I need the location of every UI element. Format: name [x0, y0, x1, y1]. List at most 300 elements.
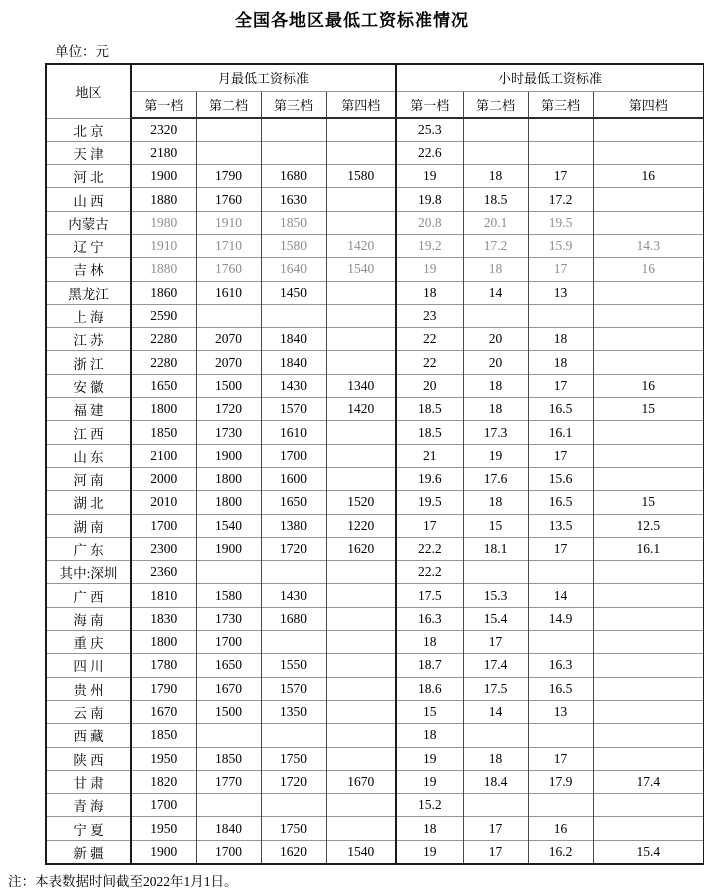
monthly-tier3-cell: 1840 — [261, 351, 326, 374]
hourly-tier4-cell: 16 — [593, 258, 704, 281]
hourly-tier4-cell: 16.1 — [593, 537, 704, 560]
table-row — [46, 328, 704, 351]
hourly-tier3-cell — [528, 724, 593, 747]
region-cell: 福 建 — [46, 398, 131, 421]
monthly-tier3-cell: 1430 — [261, 374, 326, 397]
hourly-tier1-cell: 19 — [396, 165, 463, 188]
hourly-tier3-cell: 17 — [528, 258, 593, 281]
hourly-tier4-cell — [593, 561, 704, 584]
monthly-tier4-cell — [326, 141, 396, 164]
region-cell: 山 西 — [46, 188, 131, 211]
monthly-tier1-cell: 2360 — [131, 561, 196, 584]
header-tier-row — [46, 91, 704, 118]
table-row — [46, 421, 704, 444]
monthly-tier2-cell: 1580 — [196, 584, 261, 607]
hourly-tier3-cell: 16 — [528, 817, 593, 840]
region-cell: 黑龙江 — [46, 281, 131, 304]
hourly-tier2-cell: 20 — [463, 328, 528, 351]
unit-label: 单位：元 — [55, 44, 109, 59]
region-cell: 云 南 — [46, 700, 131, 723]
hourly-tier4-cell — [593, 467, 704, 490]
table-row — [46, 561, 704, 584]
hourly-tier4-cell — [593, 141, 704, 164]
monthly-tier2-cell: 1840 — [196, 817, 261, 840]
table-row — [46, 281, 704, 304]
hourly-tier2-cell: 17.4 — [463, 654, 528, 677]
hourly-tier2-cell — [463, 794, 528, 817]
monthly-tier3-cell: 1700 — [261, 444, 326, 467]
hourly-tier1-cell: 18.7 — [396, 654, 463, 677]
table-row — [46, 817, 704, 840]
hourly-tier4-cell: 16 — [593, 374, 704, 397]
hourly-tier1-cell: 19 — [396, 770, 463, 793]
monthly-tier3-cell: 1350 — [261, 700, 326, 723]
monthly-tier1-cell: 1700 — [131, 794, 196, 817]
monthly-tier4-cell: 1540 — [326, 840, 396, 863]
monthly-tier4-cell — [326, 351, 396, 374]
hourly-tier2-cell — [463, 141, 528, 164]
hourly-tier3-cell: 17 — [528, 747, 593, 770]
hourly-tier4-cell — [593, 677, 704, 700]
hourly-tier4-cell — [593, 654, 704, 677]
hourly-tier4-cell: 15 — [593, 398, 704, 421]
table-row — [46, 840, 704, 863]
hourly-tier3-cell: 16.5 — [528, 398, 593, 421]
hourly-tier2-cell: 15.3 — [463, 584, 528, 607]
table-row — [46, 141, 704, 164]
monthly-tier4-cell — [326, 118, 396, 141]
hourly-tier3-cell — [528, 141, 593, 164]
table-row — [46, 304, 704, 327]
hourly-tier4-cell — [593, 747, 704, 770]
monthly-tier2-cell: 1500 — [196, 700, 261, 723]
table-row — [46, 234, 704, 257]
table-row — [46, 188, 704, 211]
region-cell: 山 东 — [46, 444, 131, 467]
monthly-tier3-cell: 1650 — [261, 491, 326, 514]
hourly-tier4-cell: 12.5 — [593, 514, 704, 537]
monthly-tier4-cell — [326, 724, 396, 747]
hourly-tier2-cell: 18.4 — [463, 770, 528, 793]
hourly-tier4-cell — [593, 817, 704, 840]
monthly-tier3-cell: 1720 — [261, 537, 326, 560]
monthly-tier3-cell — [261, 724, 326, 747]
monthly-tier2-cell: 1900 — [196, 537, 261, 560]
table-row — [46, 747, 704, 770]
monthly-tier4-cell — [326, 654, 396, 677]
monthly-tier2-cell: 1500 — [196, 374, 261, 397]
region-cell: 江 西 — [46, 421, 131, 444]
hourly-tier3-cell: 13.5 — [528, 514, 593, 537]
hourly-tier2-cell — [463, 561, 528, 584]
monthly-tier3-cell — [261, 304, 326, 327]
hourly-tier3-cell: 17.9 — [528, 770, 593, 793]
monthly-tier4-cell — [326, 747, 396, 770]
hourly-tier3-cell: 17 — [528, 374, 593, 397]
region-cell: 陕 西 — [46, 747, 131, 770]
region-cell: 北 京 — [46, 118, 131, 141]
monthly-tier2-cell — [196, 118, 261, 141]
tier-header-monthly-4: 第四档 — [326, 91, 396, 118]
monthly-tier3-cell — [261, 118, 326, 141]
monthly-tier2-cell: 1700 — [196, 840, 261, 863]
hourly-tier4-cell — [593, 118, 704, 141]
monthly-tier2-cell: 2070 — [196, 351, 261, 374]
region-cell: 天 津 — [46, 141, 131, 164]
monthly-tier1-cell: 2180 — [131, 141, 196, 164]
hourly-tier2-cell: 19 — [463, 444, 528, 467]
monthly-tier1-cell: 2010 — [131, 491, 196, 514]
hourly-tier4-cell — [593, 444, 704, 467]
monthly-tier1-cell: 2320 — [131, 118, 196, 141]
monthly-tier1-cell: 1950 — [131, 817, 196, 840]
hourly-tier3-cell: 15.6 — [528, 467, 593, 490]
monthly-tier4-cell — [326, 631, 396, 654]
hourly-tier4-cell — [593, 351, 704, 374]
region-cell: 广 西 — [46, 584, 131, 607]
hourly-tier4-cell — [593, 724, 704, 747]
hourly-tier4-cell — [593, 188, 704, 211]
tier-header-monthly-1: 第一档 — [131, 91, 196, 118]
monthly-tier3-cell: 1750 — [261, 817, 326, 840]
table-row — [46, 211, 704, 234]
monthly-tier1-cell: 2000 — [131, 467, 196, 490]
minimum-wage-table — [45, 63, 704, 865]
monthly-tier4-cell — [326, 211, 396, 234]
region-cell: 西 藏 — [46, 724, 131, 747]
hourly-tier1-cell: 19 — [396, 747, 463, 770]
monthly-tier3-cell: 1840 — [261, 328, 326, 351]
monthly-tier4-cell — [326, 467, 396, 490]
monthly-tier1-cell: 2280 — [131, 328, 196, 351]
table-row — [46, 374, 704, 397]
monthly-tier2-cell: 1850 — [196, 747, 261, 770]
hourly-tier2-cell: 17.5 — [463, 677, 528, 700]
table-row — [46, 467, 704, 490]
hourly-tier2-cell — [463, 118, 528, 141]
monthly-tier2-cell: 1710 — [196, 234, 261, 257]
region-cell: 河 南 — [46, 467, 131, 490]
monthly-tier2-cell: 2070 — [196, 328, 261, 351]
monthly-tier3-cell: 1630 — [261, 188, 326, 211]
hourly-tier3-cell: 14 — [528, 584, 593, 607]
monthly-tier2-cell — [196, 304, 261, 327]
hourly-tier4-cell — [593, 281, 704, 304]
hourly-tier4-cell: 14.3 — [593, 234, 704, 257]
table-row — [46, 700, 704, 723]
hourly-tier2-cell: 18 — [463, 747, 528, 770]
hourly-tier4-cell: 15.4 — [593, 840, 704, 863]
hourly-tier3-cell: 14.9 — [528, 607, 593, 630]
monthly-tier1-cell: 2590 — [131, 304, 196, 327]
hourly-tier4-cell — [593, 584, 704, 607]
hourly-tier1-cell: 19.8 — [396, 188, 463, 211]
monthly-tier4-cell — [326, 677, 396, 700]
monthly-tier1-cell: 1790 — [131, 677, 196, 700]
monthly-tier1-cell: 1910 — [131, 234, 196, 257]
table-row — [46, 770, 704, 793]
monthly-tier4-cell — [326, 817, 396, 840]
region-cell: 湖 南 — [46, 514, 131, 537]
monthly-tier4-cell — [326, 281, 396, 304]
col-header-region: 地区 — [46, 64, 131, 118]
hourly-tier1-cell: 22.2 — [396, 537, 463, 560]
tier-header-monthly-3: 第三档 — [261, 91, 326, 118]
monthly-tier2-cell: 1700 — [196, 631, 261, 654]
monthly-tier3-cell — [261, 794, 326, 817]
hourly-tier2-cell: 18 — [463, 258, 528, 281]
hourly-tier3-cell — [528, 794, 593, 817]
hourly-tier1-cell: 19.5 — [396, 491, 463, 514]
region-cell: 内蒙古 — [46, 211, 131, 234]
hourly-tier4-cell — [593, 631, 704, 654]
monthly-tier4-cell — [326, 328, 396, 351]
hourly-tier1-cell: 22 — [396, 351, 463, 374]
hourly-tier3-cell: 15.9 — [528, 234, 593, 257]
table-row — [46, 724, 704, 747]
table-row — [46, 444, 704, 467]
hourly-tier4-cell — [593, 700, 704, 723]
region-cell: 河 北 — [46, 165, 131, 188]
monthly-tier2-cell: 1760 — [196, 258, 261, 281]
monthly-tier2-cell: 1670 — [196, 677, 261, 700]
hourly-tier1-cell: 23 — [396, 304, 463, 327]
tier-header-hourly-3: 第三档 — [528, 91, 593, 118]
hourly-tier1-cell: 19 — [396, 258, 463, 281]
monthly-tier2-cell: 1800 — [196, 467, 261, 490]
region-cell: 江 苏 — [46, 328, 131, 351]
hourly-tier1-cell: 16.3 — [396, 607, 463, 630]
monthly-tier1-cell: 2280 — [131, 351, 196, 374]
monthly-tier1-cell: 1900 — [131, 840, 196, 863]
hourly-tier1-cell: 19.6 — [396, 467, 463, 490]
hourly-tier1-cell: 19.2 — [396, 234, 463, 257]
hourly-tier2-cell: 18 — [463, 491, 528, 514]
hourly-tier3-cell: 16.5 — [528, 491, 593, 514]
hourly-tier2-cell: 18 — [463, 165, 528, 188]
monthly-tier1-cell: 2300 — [131, 537, 196, 560]
region-cell: 浙 江 — [46, 351, 131, 374]
hourly-tier3-cell: 13 — [528, 281, 593, 304]
hourly-tier4-cell — [593, 211, 704, 234]
table-row — [46, 537, 704, 560]
monthly-tier3-cell: 1750 — [261, 747, 326, 770]
table-row — [46, 258, 704, 281]
footnote: 注：本表数据时间截至2022年1月1日。 — [8, 873, 238, 889]
hourly-tier2-cell: 17 — [463, 840, 528, 863]
monthly-tier4-cell: 1620 — [326, 537, 396, 560]
hourly-tier2-cell: 15.4 — [463, 607, 528, 630]
table-row — [46, 514, 704, 537]
monthly-tier2-cell: 1650 — [196, 654, 261, 677]
monthly-tier4-cell — [326, 700, 396, 723]
monthly-tier4-cell: 1220 — [326, 514, 396, 537]
hourly-tier3-cell: 16.3 — [528, 654, 593, 677]
monthly-tier4-cell: 1540 — [326, 258, 396, 281]
monthly-tier3-cell — [261, 561, 326, 584]
monthly-tier3-cell: 1720 — [261, 770, 326, 793]
hourly-tier1-cell: 18.5 — [396, 398, 463, 421]
tier-header-monthly-2: 第二档 — [196, 91, 261, 118]
region-cell: 吉 林 — [46, 258, 131, 281]
monthly-tier4-cell: 1580 — [326, 165, 396, 188]
monthly-tier3-cell: 1580 — [261, 234, 326, 257]
hourly-tier2-cell: 15 — [463, 514, 528, 537]
monthly-tier2-cell: 1720 — [196, 398, 261, 421]
tier-header-hourly-2: 第二档 — [463, 91, 528, 118]
monthly-tier3-cell: 1570 — [261, 398, 326, 421]
hourly-tier1-cell: 25.3 — [396, 118, 463, 141]
hourly-tier2-cell: 14 — [463, 281, 528, 304]
monthly-tier2-cell: 1730 — [196, 607, 261, 630]
monthly-tier3-cell: 1550 — [261, 654, 326, 677]
table-row — [46, 607, 704, 630]
hourly-tier2-cell: 14 — [463, 700, 528, 723]
monthly-tier4-cell — [326, 561, 396, 584]
table-row — [46, 631, 704, 654]
monthly-tier4-cell: 1420 — [326, 234, 396, 257]
hourly-tier3-cell: 17 — [528, 444, 593, 467]
hourly-tier1-cell: 22 — [396, 328, 463, 351]
monthly-tier2-cell — [196, 724, 261, 747]
hourly-tier1-cell: 22.6 — [396, 141, 463, 164]
monthly-tier4-cell — [326, 304, 396, 327]
monthly-tier3-cell: 1680 — [261, 165, 326, 188]
monthly-tier1-cell: 1900 — [131, 165, 196, 188]
monthly-tier4-cell: 1340 — [326, 374, 396, 397]
monthly-tier1-cell: 1800 — [131, 398, 196, 421]
hourly-tier4-cell — [593, 421, 704, 444]
hourly-tier2-cell: 17.2 — [463, 234, 528, 257]
monthly-tier3-cell: 1640 — [261, 258, 326, 281]
hourly-tier1-cell: 20 — [396, 374, 463, 397]
monthly-tier2-cell: 1770 — [196, 770, 261, 793]
hourly-tier4-cell — [593, 304, 704, 327]
table-row — [46, 794, 704, 817]
col-header-hourly: 小时最低工资标准 — [396, 64, 704, 91]
hourly-tier1-cell: 18 — [396, 724, 463, 747]
monthly-tier4-cell: 1520 — [326, 491, 396, 514]
monthly-tier2-cell: 1610 — [196, 281, 261, 304]
monthly-tier4-cell: 1670 — [326, 770, 396, 793]
col-header-monthly: 月最低工资标准 — [131, 64, 396, 91]
monthly-tier1-cell: 2100 — [131, 444, 196, 467]
hourly-tier3-cell: 17 — [528, 537, 593, 560]
hourly-tier2-cell: 18 — [463, 398, 528, 421]
hourly-tier1-cell: 18.5 — [396, 421, 463, 444]
monthly-tier4-cell: 1420 — [326, 398, 396, 421]
monthly-tier3-cell: 1430 — [261, 584, 326, 607]
monthly-tier3-cell: 1680 — [261, 607, 326, 630]
region-cell: 贵 州 — [46, 677, 131, 700]
monthly-tier1-cell: 1780 — [131, 654, 196, 677]
hourly-tier3-cell: 16.1 — [528, 421, 593, 444]
table-row — [46, 654, 704, 677]
hourly-tier1-cell: 18 — [396, 281, 463, 304]
hourly-tier2-cell: 20 — [463, 351, 528, 374]
monthly-tier1-cell: 1850 — [131, 421, 196, 444]
table-row — [46, 398, 704, 421]
hourly-tier4-cell: 15 — [593, 491, 704, 514]
region-cell: 湖 北 — [46, 491, 131, 514]
hourly-tier3-cell — [528, 631, 593, 654]
monthly-tier1-cell: 1820 — [131, 770, 196, 793]
hourly-tier3-cell — [528, 304, 593, 327]
region-cell: 四 川 — [46, 654, 131, 677]
hourly-tier3-cell — [528, 118, 593, 141]
hourly-tier3-cell: 16.2 — [528, 840, 593, 863]
monthly-tier3-cell: 1850 — [261, 211, 326, 234]
hourly-tier3-cell: 19.5 — [528, 211, 593, 234]
hourly-tier3-cell: 13 — [528, 700, 593, 723]
monthly-tier1-cell: 1860 — [131, 281, 196, 304]
tier-header-hourly-4: 第四档 — [593, 91, 704, 118]
hourly-tier4-cell: 16 — [593, 165, 704, 188]
table-row — [46, 677, 704, 700]
monthly-tier2-cell: 1540 — [196, 514, 261, 537]
monthly-tier2-cell: 1730 — [196, 421, 261, 444]
region-cell: 海 南 — [46, 607, 131, 630]
table-row — [46, 351, 704, 374]
monthly-tier1-cell: 1950 — [131, 747, 196, 770]
region-cell: 宁 夏 — [46, 817, 131, 840]
header-group-row — [46, 64, 704, 91]
hourly-tier1-cell: 20.8 — [396, 211, 463, 234]
monthly-tier1-cell: 1800 — [131, 631, 196, 654]
hourly-tier2-cell — [463, 304, 528, 327]
monthly-tier4-cell — [326, 584, 396, 607]
monthly-tier4-cell — [326, 421, 396, 444]
hourly-tier2-cell: 17 — [463, 631, 528, 654]
monthly-tier1-cell: 1880 — [131, 188, 196, 211]
hourly-tier1-cell: 17 — [396, 514, 463, 537]
monthly-tier4-cell — [326, 444, 396, 467]
region-cell: 青 海 — [46, 794, 131, 817]
monthly-tier1-cell: 1980 — [131, 211, 196, 234]
monthly-tier1-cell: 1810 — [131, 584, 196, 607]
monthly-tier3-cell: 1600 — [261, 467, 326, 490]
region-cell: 上 海 — [46, 304, 131, 327]
monthly-tier3-cell: 1610 — [261, 421, 326, 444]
region-cell: 广 东 — [46, 537, 131, 560]
hourly-tier1-cell: 15 — [396, 700, 463, 723]
monthly-tier1-cell: 1670 — [131, 700, 196, 723]
region-cell: 甘 肃 — [46, 770, 131, 793]
hourly-tier3-cell: 17 — [528, 165, 593, 188]
hourly-tier3-cell: 18 — [528, 328, 593, 351]
hourly-tier3-cell — [528, 561, 593, 584]
hourly-tier4-cell — [593, 328, 704, 351]
monthly-tier4-cell — [326, 607, 396, 630]
tier-header-hourly-1: 第一档 — [396, 91, 463, 118]
monthly-tier2-cell — [196, 794, 261, 817]
monthly-tier2-cell: 1900 — [196, 444, 261, 467]
region-cell: 重 庆 — [46, 631, 131, 654]
hourly-tier2-cell: 17 — [463, 817, 528, 840]
monthly-tier3-cell: 1570 — [261, 677, 326, 700]
hourly-tier1-cell: 18 — [396, 817, 463, 840]
hourly-tier2-cell: 18 — [463, 374, 528, 397]
table-row — [46, 118, 704, 141]
region-cell: 辽 宁 — [46, 234, 131, 257]
monthly-tier1-cell: 1830 — [131, 607, 196, 630]
monthly-tier4-cell — [326, 188, 396, 211]
monthly-tier1-cell: 1850 — [131, 724, 196, 747]
hourly-tier2-cell: 17.6 — [463, 467, 528, 490]
hourly-tier3-cell: 18 — [528, 351, 593, 374]
monthly-tier2-cell — [196, 561, 261, 584]
hourly-tier2-cell: 17.3 — [463, 421, 528, 444]
